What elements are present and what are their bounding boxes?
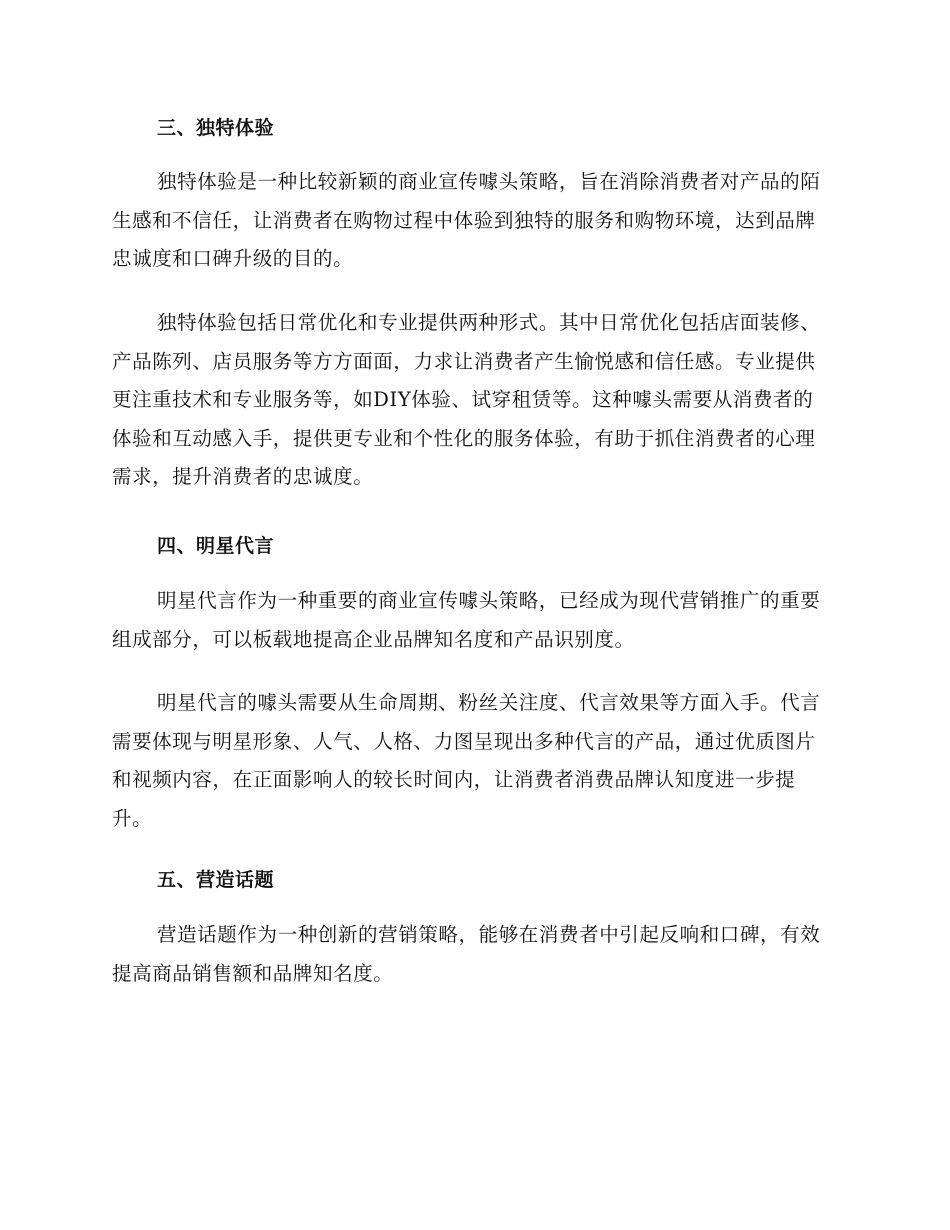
paragraph: 独特体验包括日常优化和专业提供两种形式。其中日常优化包括店面装修、产品陈列、店员服务等方方面面，力求让消费者产生愉悦感和信任感。专业提供更注重技术和专业服务等，如DIY体验、试穿租赁等。这种噱头需要从消费者的体验和互动感入手，提供更专业和个性化的服务体验，有助于抓住消费者的心理需求，提升消费者的忠诚度。 (112, 311, 821, 488)
section-heading-celebrity-endorsement: 四、明星代言 (157, 535, 275, 557)
paragraph: 独特体验是一种比较新颖的商业宣传噱头策略，旨在消除消费者对产品的陌生感和不信任，让消费者在购物过程中体验到独特的服务和购物环境，达到品牌忠诚度和口碑升级的目的。 (112, 170, 821, 270)
paragraph: 明星代言作为一种重要的商业宣传噱头策略，已经成为现代营销推广的重要组成部分，可以板载地提高企业品牌知名度和产品识别度。 (112, 589, 821, 651)
paragraph: 营造话题作为一种创新的营销策略，能够在消费者中引起反响和口碑，有效提高商品销售额和品牌知名度。 (112, 923, 821, 985)
paragraph: 明星代言的噱头需要从生命周期、粉丝关注度、代言效果等方面入手。代言需要体现与明星形象、人气、人格、力图呈现出多种代言的产品，通过优质图片和视频内容，在正面影响人的较长时间内，让消费者消费品牌认知度进一步提升。 (112, 691, 821, 830)
section-heading-unique-experience: 三、独特体验 (157, 117, 275, 139)
section-heading-create-topics: 五、营造话题 (157, 869, 275, 891)
